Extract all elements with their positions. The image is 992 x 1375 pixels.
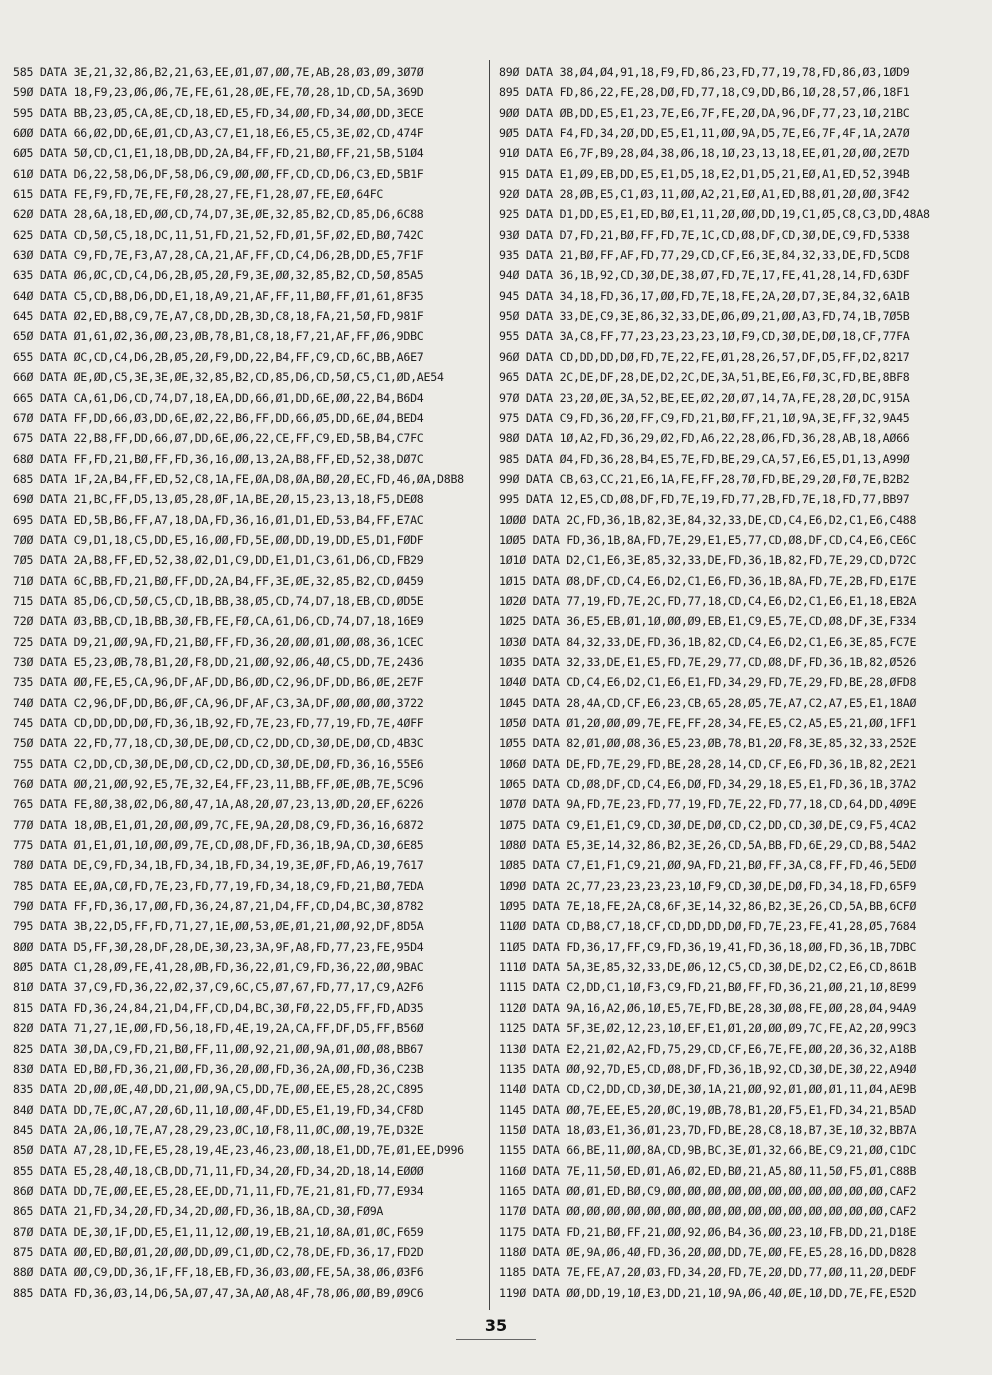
data-line: 985 DATA Ø4,FD,36,28,B4,E5,7E,FD,BE,29,CA,57,E6,E5,D1,13,A99Ø [499,451,910,466]
data-line: 1125 DATA 5F,3E,Ø2,12,23,1Ø,EF,E1,Ø1,2Ø,ØØ,Ø9,7C,FE,A2,2Ø,99C3 [499,1021,917,1036]
data-line: 1165 DATA ØØ,Ø1,ED,BØ,C9,ØØ,ØØ,ØØ,ØØ,ØØ,ØØ,ØØ,ØØ,ØØ,ØØ,ØØ,CAF2 [499,1183,917,1198]
data-line: 765 DATA FE,8Ø,38,Ø2,D6,8Ø,47,1A,A8,2Ø,Ø7,23,13,ØD,2Ø,EF,6226 [13,797,424,812]
data-line: 1Ø3Ø DATA 84,32,33,DE,FD,36,1B,82,CD,C4,E6,D2,C1,E6,3E,85,FC7E [499,634,917,649]
data-line: 79Ø DATA FF,FD,36,17,ØØ,FD,36,24,87,21,D4,FF,CD,D4,BC,3Ø,8782 [13,899,424,914]
data-line: 82Ø DATA 71,27,1E,ØØ,FD,56,18,FD,4E,19,2A,CA,FF,DF,D5,FF,B56Ø [13,1021,424,1036]
data-line: 64Ø DATA C5,CD,B8,D6,DD,E1,18,A9,21,AF,FF,11,BØ,FF,Ø1,61,8F35 [13,288,424,303]
data-line: 915 DATA E1,Ø9,EB,DD,E5,E1,D5,18,E2,D1,D5,21,EØ,A1,ED,52,394B [499,166,910,181]
data-line: 69Ø DATA 21,BC,FF,D5,13,Ø5,28,ØF,1A,BE,2Ø,15,23,13,18,F5,DEØ8 [13,492,424,507]
data-line: 63Ø DATA C9,FD,7E,F3,A7,28,CA,21,AF,FF,CD,C4,D6,2B,DD,E5,7F1F [13,248,424,263]
data-line: 1185 DATA 7E,FE,A7,2Ø,Ø3,FD,34,2Ø,FD,7E,2Ø,DD,77,ØØ,11,2Ø,DEDF [499,1265,917,1280]
data-line: 62Ø DATA 28,6A,18,ED,ØØ,CD,74,D7,3E,ØE,32,85,B2,CD,85,D6,6C88 [13,207,424,222]
data-line: 115Ø DATA 18,Ø3,E1,36,Ø1,23,7D,FD,BE,28,C8,18,B7,3E,1Ø,32,BB7A [499,1122,917,1137]
data-line: 995 DATA 12,E5,CD,Ø8,DF,FD,7E,19,FD,77,2B,FD,7E,18,FD,77,BB97 [499,492,910,507]
data-line: 1175 DATA FD,21,BØ,FF,21,ØØ,92,Ø6,B4,36,ØØ,23,1Ø,FB,DD,21,D18E [499,1224,917,1239]
data-line: 8Ø5 DATA C1,28,Ø9,FE,41,28,ØB,FD,36,22,Ø1,C9,FD,36,22,ØØ,9BAC [13,960,424,975]
data-line: 925 DATA D1,DD,E5,E1,ED,BØ,E1,11,2Ø,ØØ,DD,19,C1,Ø5,C8,C3,DD,48A8 [499,207,930,222]
data-line: 825 DATA 3Ø,DA,C9,FD,21,BØ,FF,11,ØØ,92,21,ØØ,9A,Ø1,ØØ,Ø8,BB67 [13,1041,424,1056]
data-line: 9ØØ DATA ØB,DD,E5,E1,23,7E,E6,7F,FE,2Ø,DA,96,DF,77,23,1Ø,21BC [499,105,910,120]
data-line: 73Ø DATA E5,23,ØB,78,B1,2Ø,F8,DD,21,ØØ,92,Ø6,4Ø,C5,DD,7E,2436 [13,654,424,669]
data-line: 1115 DATA C2,DD,C1,1Ø,F3,C9,FD,21,BØ,FF,FD,36,21,ØØ,21,1Ø,8E99 [499,980,917,995]
data-line: 655 DATA ØC,CD,C4,D6,2B,Ø5,2Ø,F9,DD,22,B4,FF,C9,CD,6C,BB,A6E7 [13,349,424,364]
data-line: 685 DATA 1F,2A,B4,FF,ED,52,C8,1A,FE,ØA,D8,ØA,BØ,2Ø,EC,FD,46,ØA,D8B8 [13,471,464,486]
data-line: 1Ø95 DATA 7E,18,FE,2A,C8,6F,3E,14,32,86,B2,3E,26,CD,5A,BB,6CFØ [499,899,917,914]
data-line: 97Ø DATA 23,2Ø,ØE,3A,52,BE,EE,Ø2,2Ø,Ø7,14,7A,FE,28,2Ø,DC,915A [499,390,910,405]
data-line: 96Ø DATA CD,DD,DD,DØ,FD,7E,22,FE,Ø1,28,26,57,DF,D5,FF,D2,8217 [499,349,910,364]
data-line: 113Ø DATA E2,21,Ø2,A2,FD,75,29,CD,CF,E6,7E,FE,ØØ,2Ø,36,32,A18B [499,1041,917,1056]
data-line: 83Ø DATA ED,BØ,FD,36,21,ØØ,FD,36,2Ø,ØØ,FD,36,2A,ØØ,FD,36,C23B [13,1061,424,1076]
data-line: 835 DATA 2D,ØØ,ØE,4Ø,DD,21,ØØ,9A,C5,DD,7E,ØØ,EE,E5,28,2C,C895 [13,1082,424,1097]
page-footer [0,1316,992,1340]
data-line: 935 DATA 21,BØ,FF,AF,FD,77,29,CD,CF,E6,3E,84,32,33,DE,FD,5CD8 [499,248,910,263]
data-line: 585 DATA 3E,21,32,86,B2,21,63,EE,Ø1,Ø7,ØØ,7E,AB,28,Ø3,Ø9,3Ø7Ø [13,65,424,79]
data-line: 114Ø DATA CD,C2,DD,CD,3Ø,DE,3Ø,1A,21,ØØ,92,Ø1,ØØ,Ø1,11,Ø4,AE9B [499,1082,917,1097]
data-line: 1Ø25 DATA 36,E5,EB,Ø1,1Ø,ØØ,Ø9,EB,E1,C9,E5,7E,CD,Ø8,DF,3E,F334 [499,614,917,629]
data-line: 75Ø DATA 22,FD,77,18,CD,3Ø,DE,DØ,CD,C2,DD,CD,3Ø,DE,DØ,CD,4B3C [13,736,424,751]
data-line: 59Ø DATA 18,F9,23,Ø6,Ø6,7E,FE,61,28,ØE,FE,7Ø,28,1D,CD,5A,369D [13,85,424,100]
page-number: 35 [484,1316,508,1335]
data-line: 965 DATA 2C,DE,DF,28,DE,D2,2C,DE,3A,51,BE,E6,FØ,3C,FD,BE,8BF8 [499,370,910,385]
data-line: 119Ø DATA ØØ,DD,19,1Ø,E3,DD,21,1Ø,9A,Ø6,4Ø,ØE,1Ø,DD,7E,FE,E52D [499,1285,917,1300]
data-line: 71Ø DATA 6C,BB,FD,21,BØ,FF,DD,2A,B4,FF,3E,ØE,32,85,B2,CD,Ø459 [13,573,424,588]
data-line: 85Ø DATA A7,28,1D,FE,E5,28,19,4E,23,46,23,ØØ,18,E1,DD,7E,Ø1,EE,D996 [13,1143,464,1158]
data-line: 665 DATA CA,61,D6,CD,74,D7,18,EA,DD,66,Ø1,DD,6E,ØØ,22,B4,B6D4 [13,390,424,405]
data-line: 785 DATA EE,ØA,CØ,FD,7E,23,FD,77,19,FD,34,18,C9,FD,21,BØ,7EDA [13,878,424,893]
data-line: 91Ø DATA E6,7F,B9,28,Ø4,38,Ø6,18,1Ø,23,13,18,EE,Ø1,2Ø,ØØ,2E7D [499,146,910,161]
data-line: 945 DATA 34,18,FD,36,17,ØØ,FD,7E,18,FE,2A,2Ø,D7,3E,84,32,6A1B [499,288,910,303]
data-line: 1Ø75 DATA C9,E1,E1,C9,CD,3Ø,DE,DØ,CD,C2,DD,CD,3Ø,DE,C9,F5,4CA2 [499,817,917,832]
data-line: 112Ø DATA 9A,16,A2,Ø6,1Ø,E5,7E,FD,BE,28,3Ø,Ø8,FE,ØØ,28,Ø4,94A9 [499,1000,917,1015]
data-line: 1Ø8Ø DATA E5,3E,14,32,86,B2,3E,26,CD,5A,BB,FD,6E,29,CD,B8,54A2 [499,838,917,853]
data-line: 795 DATA 3B,22,D5,FF,FD,71,27,1E,ØØ,53,ØE,Ø1,21,ØØ,92,DF,8D5A [13,919,424,934]
data-line: 74Ø DATA C2,96,DF,DD,B6,ØF,CA,96,DF,AF,C3,3A,DF,ØØ,ØØ,ØØ,3722 [13,695,424,710]
data-line: 855 DATA E5,28,4Ø,18,CB,DD,71,11,FD,34,2Ø,FD,34,2D,18,14,EØØØ [13,1163,424,1178]
data-line: 6ØØ DATA 66,Ø2,DD,6E,Ø1,CD,A3,C7,E1,18,E6,E5,C5,3E,Ø2,CD,474F [13,126,424,141]
data-line: 92Ø DATA 28,ØB,E5,C1,Ø3,11,ØØ,A2,21,EØ,A1,ED,B8,Ø1,2Ø,ØØ,3F42 [499,187,910,202]
data-line: 1Ø9Ø DATA 2C,77,23,23,23,23,1Ø,F9,CD,3Ø,DE,DØ,FD,34,18,FD,65F9 [499,878,917,893]
data-line: 7ØØ DATA C9,D1,18,C5,DD,E5,16,ØØ,FD,5E,ØØ,DD,19,DD,E5,D1,FØDF [13,532,424,547]
data-line: 1155 DATA 66,BE,11,ØØ,8A,CD,9B,BC,3E,Ø1,32,66,BE,C9,21,ØØ,C1DC [499,1143,917,1158]
data-line: 595 DATA BB,23,Ø5,CA,8E,CD,18,ED,E5,FD,34,ØØ,FD,34,ØØ,DD,3ECE [13,105,424,120]
data-line: 715 DATA 85,D6,CD,5Ø,C5,CD,1B,BB,38,Ø5,CD,74,D7,18,EB,CD,ØD5E [13,593,424,608]
data-line: 955 DATA 3A,C8,FF,77,23,23,23,23,1Ø,F9,CD,3Ø,DE,DØ,18,CF,77FA [499,329,910,344]
data-line: 895 DATA FD,86,22,FE,28,DØ,FD,77,18,C9,DD,B6,1Ø,28,57,Ø6,18F1 [499,85,910,100]
data-line: 87Ø DATA DE,3Ø,1F,DD,E5,E1,11,12,ØØ,19,EB,21,1Ø,8A,Ø1,ØC,F659 [13,1224,424,1239]
data-line: 65Ø DATA Ø1,61,Ø2,36,ØØ,23,ØB,78,B1,C8,18,F7,21,AF,FF,Ø6,9DBC [13,329,424,344]
data-line: 1Ø4Ø DATA CD,C4,E6,D2,C1,E6,E1,FD,34,29,FD,7E,29,FD,BE,28,ØFD8 [499,675,917,690]
data-line: 1Ø65 DATA CD,Ø8,DF,CD,C4,E6,DØ,FD,34,29,18,E5,E1,FD,36,1B,37A2 [499,777,917,792]
data-line: 67Ø DATA FF,DD,66,Ø3,DD,6E,Ø2,22,B6,FF,DD,66,Ø5,DD,6E,Ø4,BED4 [13,410,424,425]
data-line: 78Ø DATA DE,C9,FD,34,1B,FD,34,1B,FD,34,19,3E,ØF,FD,A6,19,7617 [13,858,424,873]
data-line: 8ØØ DATA D5,FF,3Ø,28,DF,28,DE,3Ø,23,3A,9F,A8,FD,77,23,FE,95D4 [13,939,424,954]
data-line: 93Ø DATA D7,FD,21,BØ,FF,FD,7E,1C,CD,Ø8,DF,CD,3Ø,DE,C9,FD,5338 [499,227,910,242]
data-line: 675 DATA 22,B8,FF,DD,66,Ø7,DD,6E,Ø6,22,CE,FF,C9,ED,5B,B4,C7FC [13,431,424,446]
data-line: 745 DATA CD,DD,DD,DØ,FD,36,1B,92,FD,7E,23,FD,77,19,FD,7E,4ØFF [13,716,424,730]
data-line: 95Ø DATA 33,DE,C9,3E,86,32,33,DE,Ø6,Ø9,21,ØØ,A3,FD,74,1B,7Ø5B [499,309,910,324]
data-line: 735 DATA ØØ,FE,E5,CA,96,DF,AF,DD,B6,ØD,C2,96,DF,DD,B6,ØE,2E7F [13,675,424,690]
data-line: 875 DATA ØØ,ED,BØ,Ø1,2Ø,ØØ,DD,Ø9,C1,ØD,C2,78,DE,FD,36,17,FD2D [13,1244,424,1259]
data-line: 11Ø5 DATA FD,36,17,FF,C9,FD,36,19,41,FD,36,18,ØØ,FD,36,1B,7DBC [499,939,917,954]
data-line: 1Ø45 DATA 28,4A,CD,CF,E6,23,CB,65,28,Ø5,7E,A7,C2,A7,E5,E1,18AØ [499,695,917,710]
data-line: 1135 DATA ØØ,92,7D,E5,CD,Ø8,DF,FD,36,1B,92,CD,3Ø,DE,3Ø,22,A94Ø [499,1061,917,1076]
data-line: 76Ø DATA ØØ,21,ØØ,92,E5,7E,32,E4,FF,23,11,BB,FF,ØE,ØB,7E,5C96 [13,777,424,792]
listing-column-right [499,62,930,1303]
data-line: 1Ø35 DATA 32,33,DE,E1,E5,FD,7E,29,77,CD,Ø8,DF,FD,36,1B,82,Ø526 [499,654,917,669]
data-line: 885 DATA FD,36,Ø3,14,D6,5A,Ø7,47,3A,AØ,A8,4F,78,Ø6,ØØ,B9,Ø9C6 [13,1285,424,1300]
data-line: 88Ø DATA ØØ,C9,DD,36,1F,FF,18,EB,FD,36,Ø3,ØØ,FE,5A,38,Ø6,Ø3F6 [13,1265,424,1280]
data-line: 625 DATA CD,5Ø,C5,18,DC,11,51,FD,21,52,FD,Ø1,5F,Ø2,ED,BØ,742C [13,227,424,242]
data-line: 89Ø DATA 38,Ø4,Ø4,91,18,F9,FD,86,23,FD,77,19,78,FD,86,Ø3,1ØD9 [499,65,910,79]
data-line: 61Ø DATA D6,22,58,D6,DF,58,D6,C9,ØØ,ØØ,FF,CD,CD,D6,C3,ED,5B1F [13,166,424,181]
data-line: 118Ø DATA ØE,9A,Ø6,4Ø,FD,36,2Ø,ØØ,DD,7E,ØØ,FE,E5,28,16,DD,D828 [499,1244,917,1259]
data-line: 98Ø DATA 1Ø,A2,FD,36,29,Ø2,FD,A6,22,28,Ø6,FD,36,28,AB,18,AØ66 [499,431,910,446]
data-line: 1Ø85 DATA C7,E1,F1,C9,21,ØØ,9A,FD,21,BØ,FF,3A,C8,FF,FD,46,5EDØ [499,858,917,873]
data-line: 1Ø2Ø DATA 77,19,FD,7E,2C,FD,77,18,CD,C4,E6,D2,C1,E6,E1,18,EB2A [499,593,917,608]
data-line: 775 DATA Ø1,E1,Ø1,1Ø,ØØ,Ø9,7E,CD,Ø8,DF,FD,36,1B,9A,CD,3Ø,6E85 [13,838,424,853]
data-line: 725 DATA D9,21,ØØ,9A,FD,21,BØ,FF,FD,36,2Ø,ØØ,Ø1,ØØ,Ø8,36,1CEC [13,634,424,649]
data-line: 116Ø DATA 7E,11,5Ø,ED,Ø1,A6,Ø2,ED,BØ,21,A5,8Ø,11,5Ø,F5,Ø1,C88B [499,1163,917,1178]
data-line: 81Ø DATA 37,C9,FD,36,22,Ø2,37,C9,6C,C5,Ø7,67,FD,77,17,C9,A2F6 [13,980,424,995]
data-line: 11ØØ DATA CD,B8,C7,18,CF,CD,DD,DD,DØ,FD,7E,23,FE,41,28,Ø5,7684 [499,919,917,934]
data-line: 755 DATA C2,DD,CD,3Ø,DE,DØ,CD,C2,DD,CD,3Ø,DE,DØ,FD,36,16,55E6 [13,756,424,771]
data-line: 68Ø DATA FF,FD,21,BØ,FF,FD,36,16,ØØ,13,2A,B8,FF,ED,52,38,DØ7C [13,451,424,466]
data-line: 865 DATA 21,FD,34,2Ø,FD,34,2D,ØØ,FD,36,1B,8A,CD,3Ø,FØ9A [13,1204,384,1219]
data-line: 86Ø DATA DD,7E,ØØ,EE,E5,28,EE,DD,71,11,FD,7E,21,81,FD,77,E934 [13,1183,424,1198]
data-line: 1Ø7Ø DATA 9A,FD,7E,23,FD,77,19,FD,7E,22,FD,77,18,CD,64,DD,4Ø9E [499,797,917,812]
page-number-rule [456,1339,536,1340]
data-line: 6Ø5 DATA 5Ø,CD,C1,E1,18,DB,DD,2A,B4,FF,FD,21,BØ,FF,21,5B,51Ø4 [13,146,424,161]
data-line: 94Ø DATA 36,1B,92,CD,3Ø,DE,38,Ø7,FD,7E,17,FE,41,28,14,FD,63DF [499,268,910,283]
data-line: 77Ø DATA 18,ØB,E1,Ø1,2Ø,ØØ,Ø9,7C,FE,9A,2Ø,D8,C9,FD,36,16,6872 [13,817,424,832]
data-line: 72Ø DATA Ø3,BB,CD,1B,BB,3Ø,FB,FE,FØ,CA,61,D6,CD,74,D7,18,16E9 [13,614,424,629]
data-line: 66Ø DATA ØE,ØD,C5,3E,3E,ØE,32,85,B2,CD,85,D6,CD,5Ø,C5,C1,ØD,AE54 [13,370,444,385]
data-line: 99Ø DATA CB,63,CC,21,E6,1A,FE,FF,28,7Ø,FD,BE,29,2Ø,FØ,7E,B2B2 [499,471,910,486]
data-line: 635 DATA Ø6,ØC,CD,C4,D6,2B,Ø5,2Ø,F9,3E,ØØ,32,85,B2,CD,5Ø,85A5 [13,268,424,283]
data-line: 84Ø DATA DD,7E,ØC,A7,2Ø,6D,11,1Ø,ØØ,4F,DD,E5,E1,19,FD,34,CF8D [13,1102,424,1117]
column-divider [489,60,490,1310]
data-line: 117Ø DATA ØØ,ØØ,ØØ,ØØ,ØØ,ØØ,ØØ,ØØ,ØØ,ØØ,ØØ,ØØ,ØØ,ØØ,ØØ,ØØ,CAF2 [499,1204,917,1219]
data-line: 645 DATA Ø2,ED,B8,C9,7E,A7,C8,DD,2B,3D,C8,18,FA,21,5Ø,FD,981F [13,309,424,324]
data-line: 1ØØ5 DATA FD,36,1B,8A,FD,7E,29,E1,E5,77,CD,Ø8,DF,CD,C4,E6,CE6C [499,532,917,547]
data-line: 695 DATA ED,5B,B6,FF,A7,18,DA,FD,36,16,Ø1,D1,ED,53,B4,FF,E7AC [13,512,424,527]
data-line: 975 DATA C9,FD,36,2Ø,FF,C9,FD,21,BØ,FF,21,1Ø,9A,3E,FF,32,9A45 [499,410,910,425]
data-line: 1Ø1Ø DATA D2,C1,E6,3E,85,32,33,DE,FD,36,1B,82,FD,7E,29,CD,D72C [499,553,917,568]
data-line: 1145 DATA ØØ,7E,EE,E5,2Ø,ØC,19,ØB,78,B1,2Ø,F5,E1,FD,34,21,B5AD [499,1102,917,1117]
data-line: 845 DATA 2A,Ø6,1Ø,7E,A7,28,29,23,ØC,1Ø,F8,11,ØC,ØØ,19,7E,D32E [13,1122,424,1137]
data-line: 615 DATA FE,F9,FD,7E,FE,FØ,28,27,FE,F1,28,Ø7,FE,EØ,64FC [13,187,384,202]
data-line: 815 DATA FD,36,24,84,21,D4,FF,CD,D4,BC,3Ø,FØ,22,D5,FF,FD,AD35 [13,1000,424,1015]
listing-column-left [13,62,464,1303]
data-line: 1Ø5Ø DATA Ø1,2Ø,ØØ,Ø9,7E,FE,FF,28,34,FE,E5,C2,A5,E5,21,ØØ,1FF1 [499,716,917,730]
data-line: 7Ø5 DATA 2A,B8,FF,ED,52,38,Ø2,D1,C9,DD,E1,D1,C3,61,D6,CD,FB29 [13,553,424,568]
data-line: 1Ø6Ø DATA DE,FD,7E,29,FD,BE,28,28,14,CD,CF,E6,FD,36,1B,82,2E21 [499,756,917,771]
data-line: 1Ø55 DATA 82,Ø1,ØØ,Ø8,36,E5,23,ØB,78,B1,2Ø,F8,3E,85,32,33,252E [499,736,917,751]
data-line: 1ØØØ DATA 2C,FD,36,1B,82,3E,84,32,33,DE,CD,C4,E6,D2,C1,E6,C488 [499,512,917,527]
data-line: 111Ø DATA 5A,3E,85,32,33,DE,Ø6,12,C5,CD,3Ø,DE,D2,C2,E6,CD,861B [499,960,917,975]
data-line: 1Ø15 DATA Ø8,DF,CD,C4,E6,D2,C1,E6,FD,36,1B,8A,FD,7E,2B,FD,E17E [499,573,917,588]
data-line: 9Ø5 DATA F4,FD,34,2Ø,DD,E5,E1,11,ØØ,9A,D5,7E,E6,7F,4F,1A,2A7Ø [499,126,910,141]
